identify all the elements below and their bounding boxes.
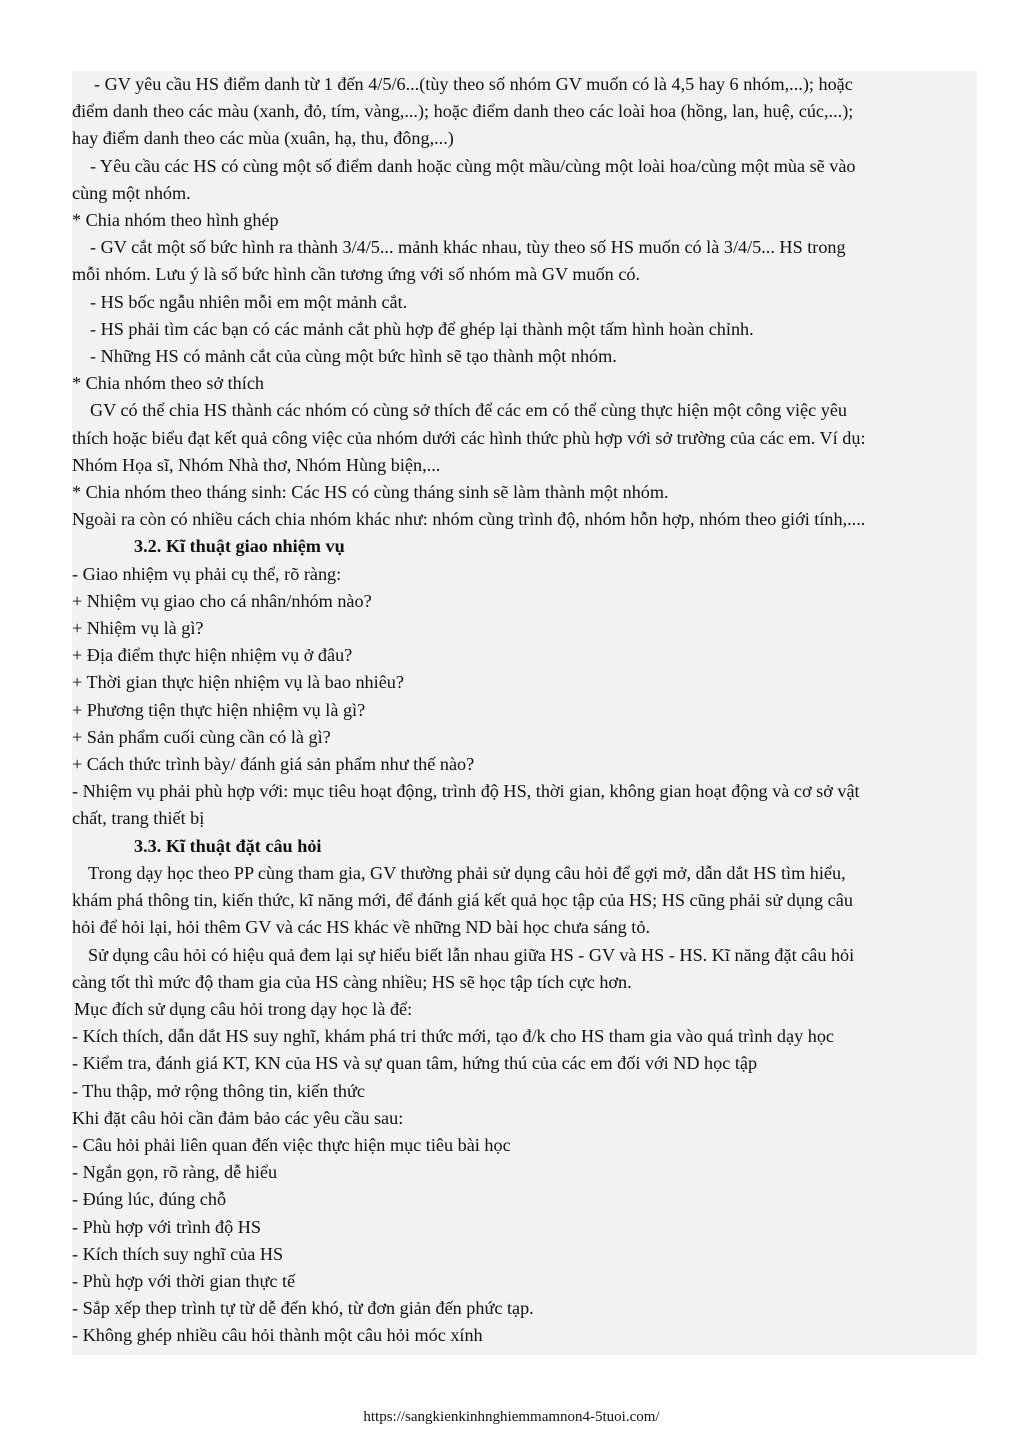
text-line: mỗi nhóm. Lưu ý là số bức hình cần tương ứng với số nhóm mà GV muốn có. (72, 264, 641, 285)
text-line: + Địa điểm thực hiện nhiệm vụ ở đâu? (72, 645, 353, 666)
text-line: - Yêu cầu các HS có cùng một số điểm danh hoặc cùng một mầu/cùng một loài hoa/cùng một mùa sẽ vào (90, 155, 856, 176)
footer-url[interactable]: https://sangkienkinhnghiemmamnon4-5tuoi.com/ (363, 1409, 660, 1425)
text-line: Sử dụng câu hỏi có hiệu quả đem lại sự hiểu biết lẫn nhau giữa HS - GV và HS - HS. Kĩ năng đặt câu hỏi (88, 944, 855, 965)
text-line: GV có thể chia HS thành các nhóm có cùng sở thích để các em có thể cùng thực hiện một công việc yêu (90, 400, 848, 421)
text-line: + Sản phẩm cuối cùng cần có là gì? (72, 726, 331, 747)
text-line: điểm danh theo các màu (xanh, đỏ, tím, vàng,...); hoặc điểm danh theo các loài hoa (hồng, lan, huệ, cúc,...); (72, 101, 854, 122)
text-line: Nhóm Họa sĩ, Nhóm Nhà thơ, Nhóm Hùng biện,... (72, 454, 441, 475)
text-line: hỏi để hỏi lại, hỏi thêm GV và các HS khác về những ND bài học chưa sáng tỏ. (72, 917, 651, 938)
text-line: - GV yêu cầu HS điểm danh từ 1 đến 4/5/6...(tùy theo số nhóm GV muốn có là 4,5 hay 6 nhóm,...); hoặc (94, 74, 853, 94)
text-line: - Nhiệm vụ phải phù hợp với: mục tiêu hoạt động, trình độ HS, thời gian, không gian hoạt động và cơ sở vật (72, 781, 860, 802)
text-line: - Phù hợp với thời gian thực tế (72, 1270, 296, 1291)
section-heading: 3.3. Kĩ thuật đặt câu hỏi (134, 835, 322, 856)
text-line: khám phá thông tin, kiến thức, kĩ năng mới, để đánh giá kết quả học tập của HS; HS cũng phải sử dụng câu (72, 890, 853, 911)
text-line: * Chia nhóm theo hình ghép (72, 210, 279, 231)
text-line: - Thu thập, mở rộng thông tin, kiến thức (72, 1080, 365, 1101)
text-line: - Kích thích suy nghĩ của HS (72, 1243, 284, 1264)
text-line: + Nhiệm vụ là gì? (72, 618, 204, 639)
text-line: + Cách thức trình bày/ đánh giá sản phẩm như thế nào? (72, 754, 475, 775)
text-line: thích hoặc biểu đạt kết quả công việc của nhóm dưới các hình thức phù hợp với sở trường của các em. Ví dụ: (72, 427, 866, 448)
text-line: - HS phải tìm các bạn có các mảnh cắt phù hợp để ghép lại thành một tấm hình hoàn chỉnh. (90, 318, 754, 339)
text-line: - Không ghép nhiều câu hỏi thành một câu hỏi móc xính (72, 1325, 483, 1346)
text-line: * Chia nhóm theo tháng sinh: Các HS có cùng tháng sinh sẽ làm thành một nhóm. (72, 482, 669, 503)
text-line: hay điểm danh theo các mùa (xuân, hạ, thu, đông,...) (72, 128, 454, 149)
text-line: + Nhiệm vụ giao cho cá nhân/nhóm nào? (72, 590, 372, 611)
text-line: Khi đặt câu hỏi cần đảm bảo các yêu cầu sau: (72, 1107, 404, 1128)
text-line: - Ngắn gọn, rõ ràng, dễ hiểu (72, 1162, 278, 1183)
text-line: - Giao nhiệm vụ phải cụ thể, rõ ràng: (72, 563, 342, 584)
text-line: Ngoài ra còn có nhiều cách chia nhóm khác như: nhóm cùng trình độ, nhóm hỗn hợp, nhóm theo giới tính,.... (72, 509, 866, 530)
text-line: - Kiểm tra, đánh giá KT, KN của HS và sự quan tâm, hứng thú của các em đối với ND học tập (72, 1053, 758, 1074)
text-line: càng tốt thì mức độ tham gia của HS càng nhiều; HS sẽ học tập tích cực hơn. (72, 971, 632, 992)
text-line: - HS bốc ngẫu nhiên mỗi em một mảnh cắt. (90, 291, 408, 312)
text-line: * Chia nhóm theo sở thích (72, 373, 264, 394)
text-line: - Phù hợp với trình độ HS (72, 1216, 261, 1237)
text-line: cùng một nhóm. (72, 182, 191, 203)
text-line: Mục đích sử dụng câu hỏi trong dạy học là để: (74, 998, 413, 1019)
text-line: + Phương tiện thực hiện nhiệm vụ là gì? (72, 699, 366, 720)
section-heading: 3.2. Kĩ thuật giao nhiệm vụ (134, 536, 345, 557)
text-line: - Những HS có mảnh cắt của cùng một bức hình sẽ tạo thành một nhóm. (90, 346, 617, 367)
text-line: - GV cắt một số bức hình ra thành 3/4/5... mảnh khác nhau, tùy theo số HS muốn có là 3/4/5... HS trong (90, 237, 846, 258)
text-line: - Sắp xếp thep trình tự từ dễ đến khó, từ đơn giản đến phức tạp. (72, 1298, 534, 1319)
text-line: - Câu hỏi phải liên quan đến việc thực hiện mục tiêu bài học (72, 1134, 511, 1155)
text-line: + Thời gian thực hiện nhiệm vụ là bao nhiêu? (72, 672, 404, 693)
text-line: - Đúng lúc, đúng chỗ (72, 1189, 227, 1210)
text-line: - Kích thích, dẫn dắt HS suy nghĩ, khám phá tri thức mới, tạo đ/k cho HS tham gia vào quá trình dạy học (72, 1026, 834, 1047)
text-line: Trong dạy học theo PP cùng tham gia, GV thường phải sử dụng câu hỏi để gợi mở, dẫn dắt HS tìm hiểu, (88, 862, 846, 883)
text-line: chất, trang thiết bị (72, 808, 205, 829)
document-page (72, 71, 977, 1355)
